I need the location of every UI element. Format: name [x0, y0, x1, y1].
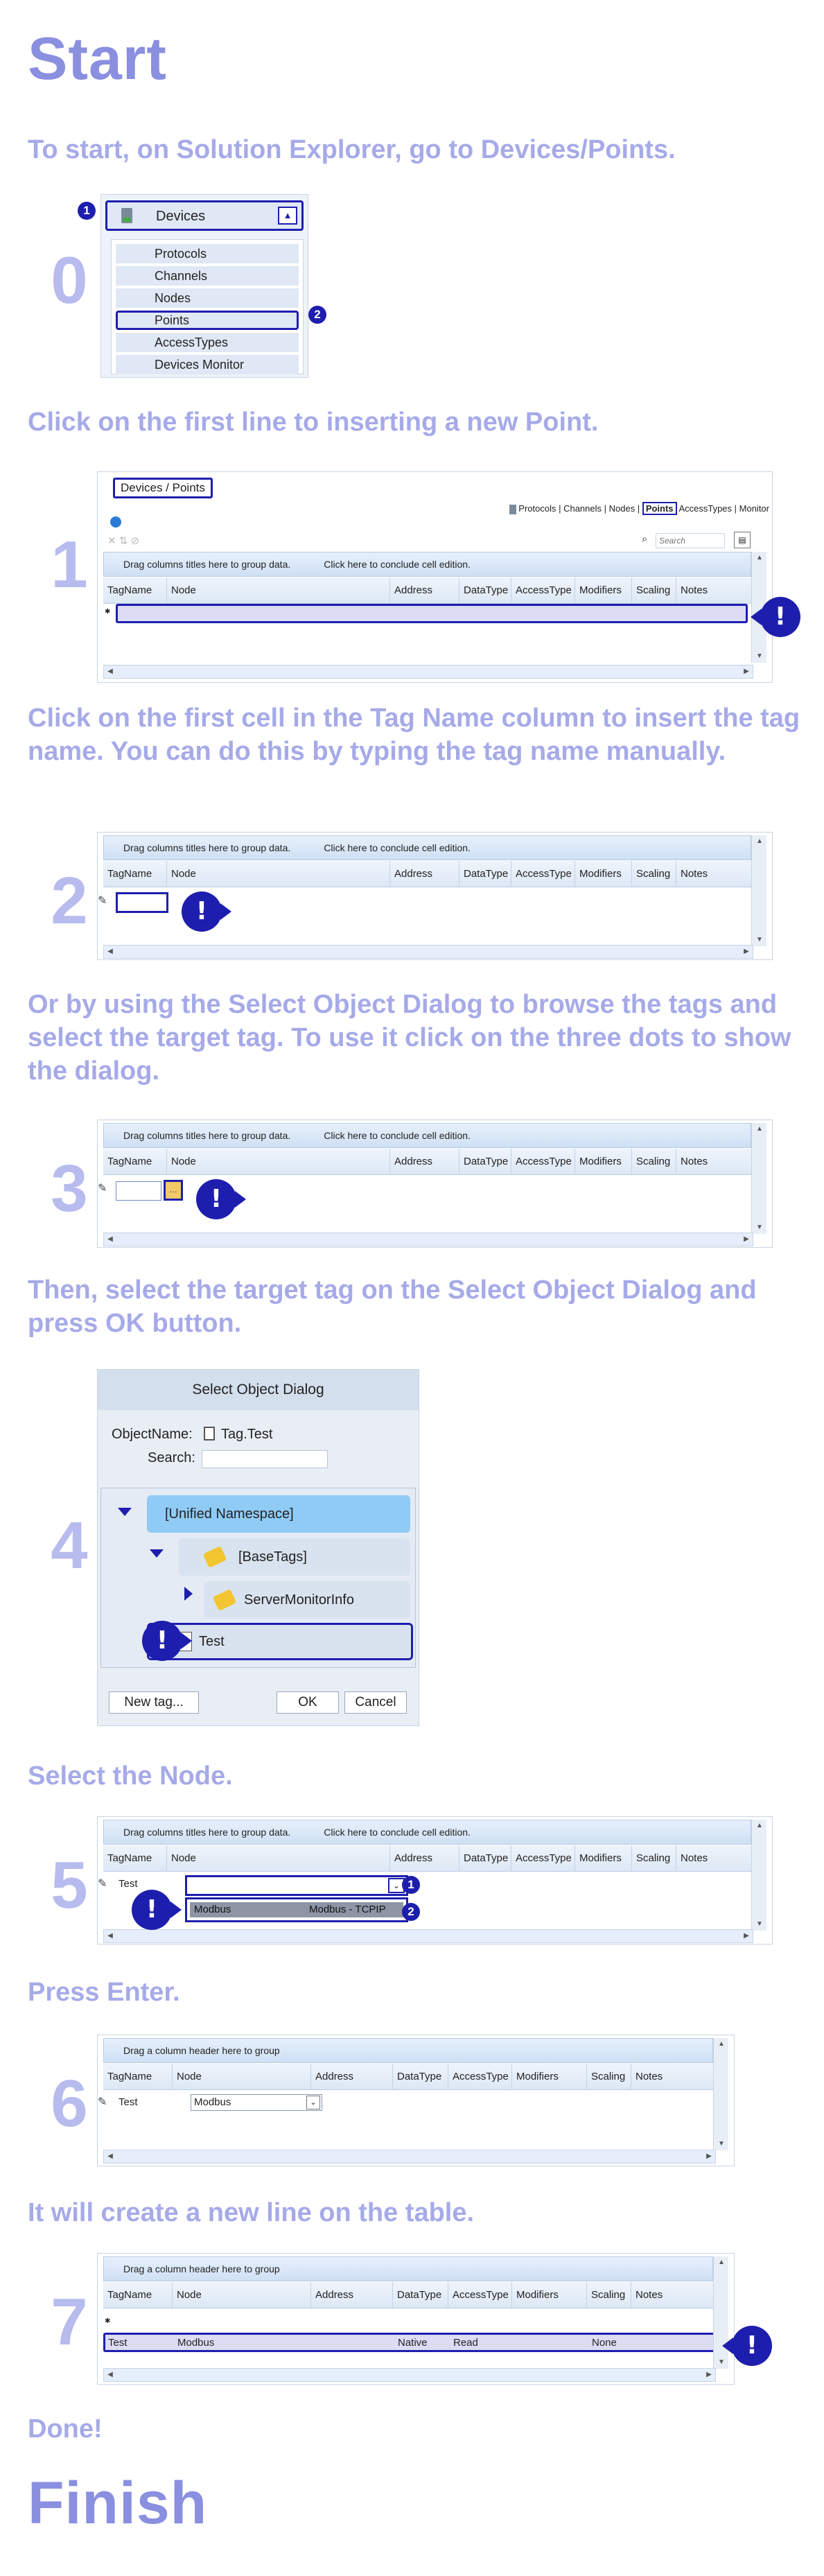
explorer-item-channels[interactable]: Channels [116, 266, 299, 286]
col-notes[interactable]: Notes [635, 2289, 663, 2301]
col-node[interactable]: Node [167, 577, 390, 604]
grid-header [103, 1149, 751, 1175]
row-node: Modbus [177, 2337, 215, 2349]
col-accesstype[interactable]: AccessType [511, 577, 575, 604]
grid-header [103, 1845, 751, 1872]
vertical-scrollbar[interactable]: ▲ ▼ [751, 552, 766, 663]
badge-2: 2 [308, 306, 326, 324]
collapsed-arrow-icon[interactable] [184, 1587, 193, 1601]
step-number-4: 4 [51, 1508, 88, 1583]
new-row-marker: ✱ [105, 608, 111, 616]
instruction-done: Done! [28, 2414, 103, 2444]
col-modifiers[interactable]: Modifiers [512, 2282, 587, 2308]
col-notes[interactable]: Notes [681, 584, 708, 596]
collapse-button[interactable]: ▲ [278, 207, 297, 225]
instruction-intro: To start, on Solution Explorer, go to Devices/Points. [28, 135, 676, 164]
tree-servermonitorinfo[interactable]: ServerMonitorInfo [204, 1581, 410, 1619]
objectname-label: ObjectName: [112, 1427, 193, 1442]
col-modifiers[interactable]: Modifiers [512, 2064, 587, 2090]
step-number-6: 6 [51, 2066, 88, 2141]
devices-label: Devices [156, 209, 206, 224]
grid-panel-step-7 [97, 2253, 735, 2385]
col-node[interactable]: Node [167, 1845, 390, 1872]
solution-explorer-panel [100, 194, 308, 378]
col-address[interactable]: Address [311, 2282, 393, 2308]
col-scaling[interactable]: Scaling [587, 2064, 631, 2090]
search-icon: ⌕ [642, 533, 648, 545]
step-number-0: 0 [51, 243, 88, 317]
col-scaling[interactable]: Scaling [587, 2282, 631, 2308]
group-bar[interactable]: Drag columns titles here to group data. Click here to conclude cell edition. [103, 835, 751, 860]
info-icon [110, 516, 121, 528]
col-address[interactable]: Address [390, 861, 459, 887]
dropdown-arrow-icon[interactable]: ⌄ [306, 2096, 320, 2109]
col-tagname[interactable]: TagName [103, 861, 167, 887]
badge-1: 1 [402, 1876, 420, 1894]
grid-header [103, 2064, 713, 2090]
col-tagname[interactable]: TagName [103, 1845, 167, 1872]
col-notes[interactable]: Notes [681, 868, 708, 880]
col-node[interactable]: Node [167, 861, 390, 887]
node-option-modbus[interactable]: Modbus Modbus - TCPIP [190, 1902, 403, 1917]
callout-step-4: ! [142, 1621, 182, 1661]
col-address[interactable]: Address [311, 2064, 393, 2090]
points-panel [97, 471, 773, 683]
col-node[interactable]: Node [173, 2282, 311, 2308]
badge-1: 1 [78, 202, 96, 220]
node-select[interactable]: Modbus ⌄ [191, 2094, 322, 2111]
instruction-step-6: Press Enter. [28, 1978, 180, 2007]
explorer-item-devices-monitor[interactable]: Devices Monitor [116, 355, 299, 374]
devices-children [111, 239, 304, 374]
instruction-step-5: Select the Node. [28, 1761, 233, 1791]
node-dropdown[interactable] [185, 1875, 408, 1896]
new-row-marker: ✱ [105, 2317, 111, 2325]
breadcrumb[interactable]: Devices / Points [113, 478, 213, 498]
tagname-cell[interactable]: Test [119, 1878, 138, 1890]
select-object-dialog [97, 1369, 419, 1726]
search-label: Search: [148, 1450, 195, 1465]
horizontal-scrollbar[interactable]: ◀ ▶ [103, 1929, 753, 1943]
table-row[interactable] [103, 2333, 726, 2352]
node-dropdown-list [185, 1897, 408, 1922]
col-scaling[interactable]: Scaling [632, 1149, 676, 1175]
grid-header [103, 2282, 713, 2308]
folder-tag-icon [203, 1546, 227, 1568]
grid-panel-step-5 [97, 1816, 773, 1944]
horizontal-scrollbar[interactable]: ◀ ▶ [103, 665, 753, 679]
col-accesstype[interactable]: AccessType [448, 2064, 512, 2090]
tagname-cell-input[interactable] [116, 892, 168, 913]
group-bar[interactable]: Drag a column header here to group [103, 2256, 713, 2281]
horizontal-scrollbar[interactable]: ◀ ▶ [103, 945, 753, 959]
group-bar[interactable]: Drag a column header here to group [103, 2038, 713, 2063]
col-datatype[interactable]: DataType [459, 577, 511, 604]
callout-step-2: ! [182, 891, 222, 932]
col-accesstype[interactable]: AccessType [448, 2282, 512, 2308]
new-row[interactable] [116, 604, 748, 623]
edit-pencil-icon: ✎ [98, 2096, 107, 2108]
instruction-step-7: It will create a new line on the table. [28, 2198, 475, 2227]
col-modifiers[interactable]: Modifiers [575, 861, 632, 887]
col-address[interactable]: Address [390, 1149, 459, 1175]
new-tag-button[interactable]: New tag... [109, 1691, 199, 1714]
row-datatype: Native [398, 2337, 428, 2349]
explorer-item-nodes[interactable]: Nodes [116, 288, 299, 308]
explorer-item-protocols[interactable]: Protocols [116, 244, 299, 263]
folder-tag-icon [213, 1589, 237, 1611]
nav-links[interactable]: Protocols | Channels | Nodes | [518, 503, 640, 514]
horizontal-scrollbar[interactable]: ◀ ▶ [103, 2150, 716, 2164]
group-bar[interactable]: Drag columns titles here to group data. Click here to conclude cell edition. [103, 1820, 751, 1845]
step-number-1: 1 [51, 528, 88, 602]
edit-pencil-icon: ✎ [98, 1183, 107, 1194]
col-tagname[interactable]: TagName [103, 577, 167, 604]
instruction-step-4: Then, select the target tag on the Select Object Dialog and press OK button. [28, 1276, 757, 1338]
grid-header [103, 577, 751, 604]
col-address[interactable]: Address [390, 577, 459, 604]
vertical-scrollbar[interactable]: ▲ ▼ [713, 2256, 728, 2369]
step-number-7: 7 [51, 2285, 88, 2359]
tree-test[interactable]: Test [147, 1623, 413, 1660]
callout-step-5: ! [132, 1890, 172, 1930]
vertical-scrollbar[interactable]: ▲ ▼ [751, 1820, 766, 1931]
grid-panel-step-6 [97, 2035, 735, 2166]
dialog-search-input[interactable] [202, 1450, 328, 1468]
col-node[interactable]: Node [167, 1149, 390, 1175]
col-notes[interactable]: Notes [681, 1156, 708, 1167]
callout-step-1: ! [760, 597, 800, 637]
col-modifiers[interactable]: Modifiers [575, 1149, 632, 1175]
dropdown-arrow-icon[interactable]: ⌄ [388, 1878, 405, 1893]
col-tagname[interactable]: TagName [103, 2282, 173, 2308]
col-scaling[interactable]: Scaling [632, 1845, 676, 1872]
browse-dots-button[interactable]: … [164, 1180, 183, 1201]
col-node[interactable]: Node [173, 2064, 311, 2090]
col-modifiers[interactable]: Modifiers [575, 577, 632, 604]
step-number-2: 2 [51, 864, 88, 938]
col-datatype[interactable]: DataType [459, 1845, 511, 1872]
points-nav [509, 500, 769, 518]
search-input[interactable] [656, 533, 725, 548]
row-scaling: None [592, 2337, 617, 2349]
grid-header [103, 861, 751, 887]
tree-unified-namespace[interactable]: [Unified Namespace] [147, 1495, 410, 1533]
col-accesstype[interactable]: AccessType [511, 1149, 575, 1175]
callout-step-3: ! [196, 1179, 236, 1219]
tag-icon [204, 1427, 215, 1441]
devices-root[interactable] [105, 200, 304, 231]
grid-panel-step-3 [97, 1120, 773, 1248]
tagname-cell[interactable]: Test [119, 2096, 138, 2108]
cancel-button[interactable]: Cancel [344, 1691, 407, 1714]
instruction-step-3: Or by using the Select Object Dialog to browse the tags and select the target tag. To use it click on the three dots to show the dialog. [28, 990, 791, 1086]
col-datatype[interactable]: DataType [393, 2064, 448, 2090]
finish-title: Finish [28, 2470, 208, 2536]
step-number-3: 3 [51, 1151, 88, 1226]
col-tagname[interactable]: TagName [103, 1149, 167, 1175]
vertical-scrollbar[interactable]: ▲ ▼ [751, 835, 766, 946]
columns-icon[interactable]: ▤ [734, 532, 751, 548]
instruction-step-2: Click on the first cell in the Tag Name column to insert the tag name. You can do this by typing the tag name manually. [28, 704, 800, 766]
objectname-value: Tag.Test [221, 1427, 273, 1442]
devices-icon [121, 208, 132, 223]
instruction-step-1: Click on the first line to inserting a new Point. [28, 408, 599, 437]
nav-points-active[interactable]: Points [642, 502, 677, 515]
dialog-title-bar: Select Object Dialog [98, 1370, 419, 1410]
col-scaling[interactable]: Scaling [632, 861, 676, 887]
explorer-item-accesstypes[interactable]: AccessTypes [116, 333, 299, 352]
horizontal-scrollbar[interactable]: ◀ ▶ [103, 2368, 716, 2382]
badge-2: 2 [402, 1903, 420, 1921]
step-number-5: 5 [51, 1848, 88, 1922]
horizontal-scrollbar[interactable]: ◀ ▶ [103, 1233, 753, 1246]
col-tagname[interactable]: TagName [103, 2064, 173, 2090]
callout-step-7: ! [732, 2326, 772, 2366]
row-accesstype: Read [453, 2337, 478, 2349]
col-notes[interactable]: Notes [635, 2071, 663, 2082]
col-scaling[interactable]: Scaling [632, 577, 676, 604]
ok-button[interactable]: OK [277, 1691, 339, 1714]
col-accesstype[interactable]: AccessType [511, 861, 575, 887]
expand-arrow-icon[interactable] [150, 1549, 164, 1558]
group-bar[interactable]: Drag columns titles here to group data. Click here to conclude cell edition. [103, 1123, 751, 1148]
tagname-cell-input[interactable] [116, 1181, 161, 1201]
edit-pencil-icon: ✎ [98, 1878, 107, 1890]
start-title: Start [28, 26, 167, 92]
col-datatype[interactable]: DataType [459, 861, 511, 887]
col-address[interactable]: Address [390, 1845, 459, 1872]
toolbar-icons: ✕ ⇅ ⊘ [107, 535, 140, 547]
group-bar[interactable]: Drag columns titles here to group data. Click here to conclude cell edition. [103, 552, 751, 577]
col-datatype[interactable]: DataType [393, 2282, 448, 2308]
explorer-item-points[interactable]: Points [116, 311, 299, 330]
col-notes[interactable]: Notes [681, 1852, 708, 1864]
col-accesstype[interactable]: AccessType [511, 1845, 575, 1872]
edit-pencil-icon: ✎ [98, 895, 107, 907]
expand-arrow-icon[interactable] [118, 1508, 132, 1516]
vertical-scrollbar[interactable]: ▲ ▼ [713, 2038, 728, 2150]
col-datatype[interactable]: DataType [459, 1149, 511, 1175]
tree-basetags[interactable]: [BaseTags] [179, 1538, 410, 1576]
devices-nav-icon [509, 505, 516, 514]
col-modifiers[interactable]: Modifiers [575, 1845, 632, 1872]
vertical-scrollbar[interactable]: ▲ ▼ [751, 1123, 766, 1234]
nav-links-rest[interactable]: AccessTypes | Monitor [678, 503, 769, 514]
row-tagname: Test [108, 2337, 128, 2349]
